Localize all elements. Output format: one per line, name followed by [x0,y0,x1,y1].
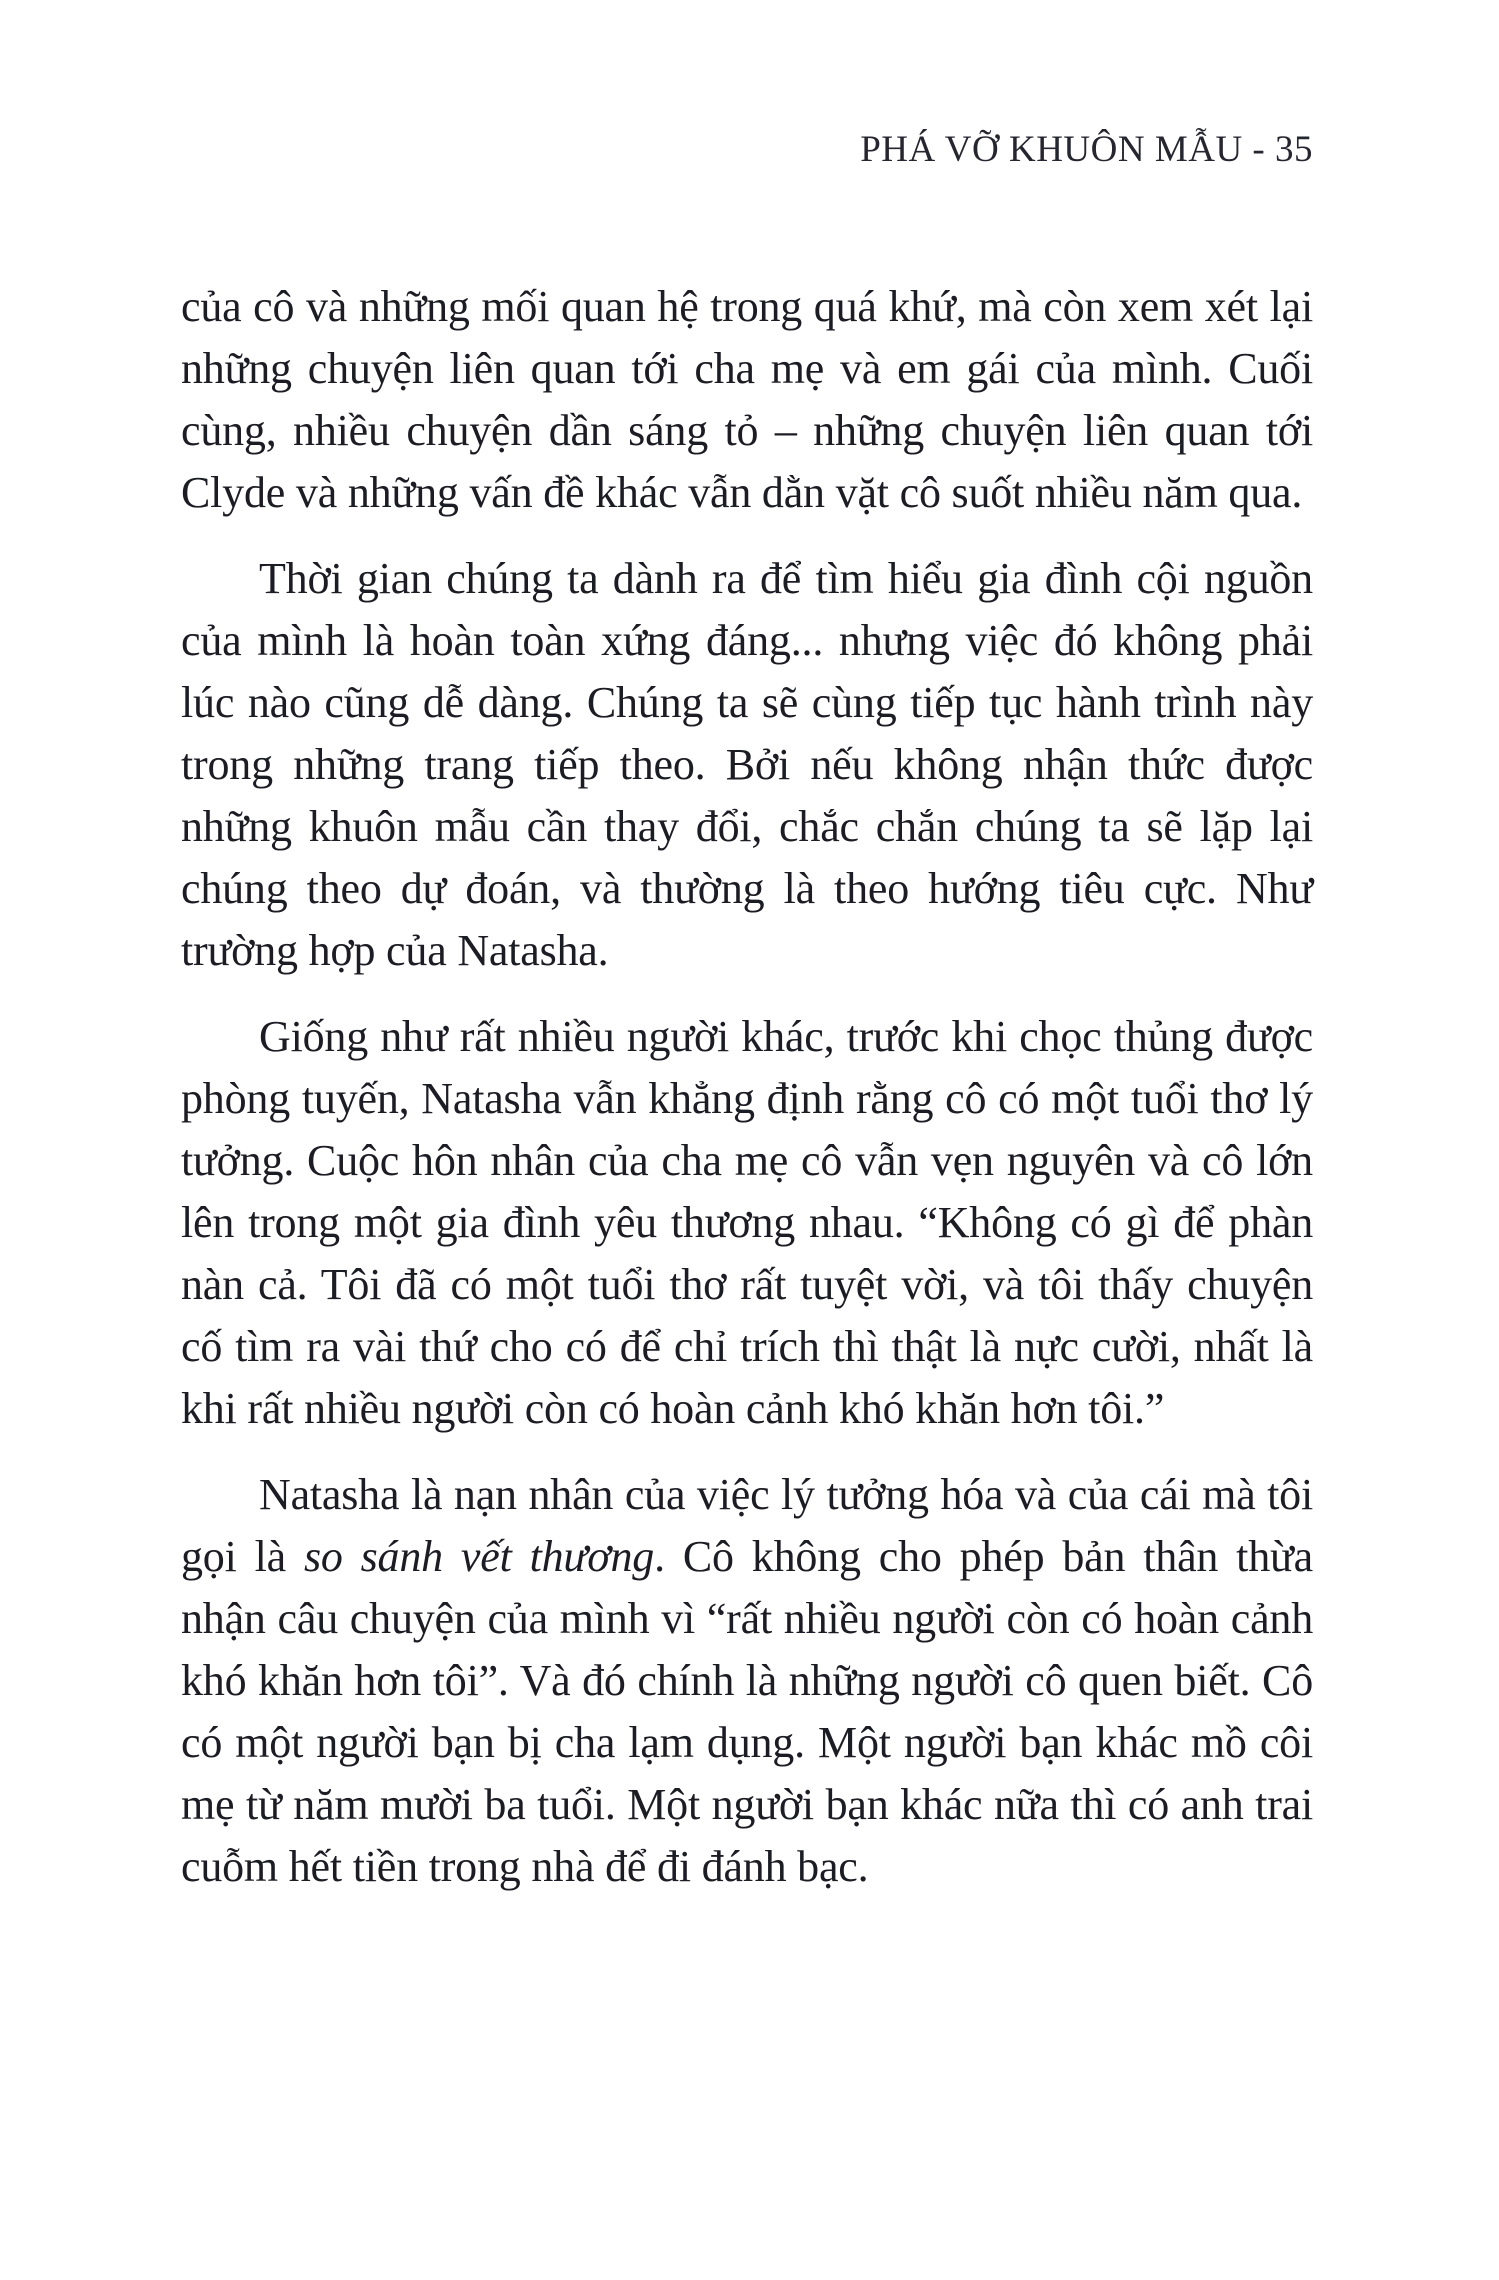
running-header-title: PHÁ VỠ KHUÔN MẪU - 35 [860,129,1313,170]
paragraph-4 [181,1464,1313,1898]
text-segment: Thời gian chúng ta dành ra để tìm hiểu gia đình cội nguồn của mình là hoàn toàn xứng đáng... nhưng việc đó không phải lúc nào cũng dễ dàng. Chúng ta sẽ cùng tiếp tục hành trình này trong những trang tiếp theo. Bởi nếu không nhận thức được những khuôn mẫu cần thay đổi, chắc chắn chúng ta sẽ lặp lại chúng theo dự đoán, và thường là theo hướng tiêu cực. Như trường hợp của Natasha. [181,554,1313,975]
italic-phrase: so sánh vết thương [303,1532,655,1581]
running-header [181,128,1313,171]
paragraph-2 [181,548,1313,982]
text-segment: Giống như rất nhiều người khác, trước khi chọc thủng được phòng tuyến, Natasha vẫn khẳng định rằng cô có một tuổi thơ lý tưởng. Cuộc hôn nhân của cha mẹ cô vẫn vẹn nguyên và cô lớn lên trong một gia đình yêu thương nhau. “Không có gì để phàn nàn cả. Tôi đã có một tuổi thơ rất tuyệt vời, và tôi thấy chuyện cố tìm ra vài thứ cho có để chỉ trích thì thật là nực cười, nhất là khi rất nhiều người còn có hoàn cảnh khó khăn hơn tôi.” [181,1012,1313,1433]
paragraph-3 [181,1006,1313,1440]
text-segment: của cô và những mối quan hệ trong quá khứ, mà còn xem xét lại những chuyện liên quan tới cha mẹ và em gái của mình. Cuối cùng, nhiều chuyện dần sáng tỏ – những chuyện liên quan tới Clyde và những vấn đề khác vẫn dằn vặt cô suốt nhiều năm qua. [181,282,1313,517]
text-segment: . Cô không cho phép bản thân thừa nhận câu chuyện của mình vì “rất nhiều người còn có hoàn cảnh khó khăn hơn tôi”. Và đó chính là những người cô quen biết. Cô có một người bạn bị cha lạm dụng. Một người bạn khác mồ côi mẹ từ năm mười ba tuổi. Một người bạn khác nữa thì có anh trai cuỗm hết tiền trong nhà để đi đánh bạc. [181,1532,1313,1891]
body-text [181,276,1313,1922]
paragraph-1 [181,276,1313,524]
text-segment: Natasha là nạn nhân của việc lý tưởng hóa và của cái mà tôi gọi là [181,1470,1313,1581]
